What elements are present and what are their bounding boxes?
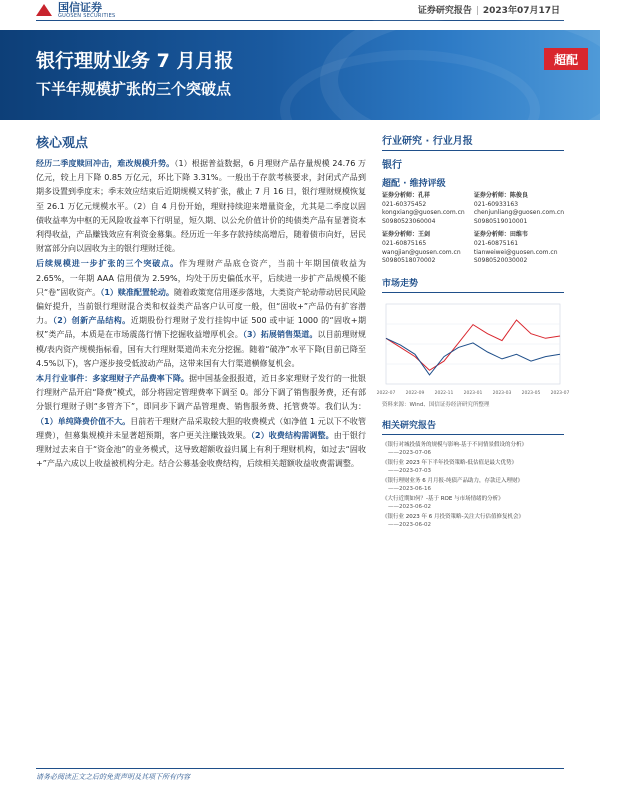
- report-title: 银行理财业务 7 月月报: [36, 50, 234, 72]
- x-tick-label: 2023-07: [550, 390, 570, 396]
- sidebar-divider: [382, 434, 564, 435]
- analyst-card: 证券分析师：田维韦 021-60875161 tianweiwei@guosen.com.cn S0980520030002: [474, 231, 564, 265]
- market-trend-chart: [376, 298, 570, 398]
- analyst-email[interactable]: chenjunliang@guosen.com.cn: [473, 209, 564, 217]
- paragraph-2: 后续规模进一步扩张的三个突破点。作为理财产品底仓资产，当前十年期国债收益为 2.65%，一年期 AAA 信用债为 2.59%，均处于历史偏低水平，后续进一步扩产品规模不能只“卷”固收资产。（1）赎准配置轮动。随着政策宽信用逐步落地，大类资产轮动带动居民风险偏好提升，当前银行理财混合类和权益类产品客户认可度一般，但“固收+”产品仍有扩容潜力。（2）创新产品结构。近期股份行理财子发行挂钩中证 500 或中证 1000 的“固收+期权”类产品，本质是在市场震荡行情下挖掘收益增厚机会。（3）拓展销售渠道。以目前理财规模/表内资产规模指标看，国有大行理财渠道尚未充分挖掘。随着“破净”水平下降(目前已降至 4.5%以下)，客户逐步接受低波动产品，这带来国有大行渠道横修复机会。: [36, 259, 367, 368]
- x-tick-label: 2023-05: [521, 390, 541, 396]
- x-tick-label: 2022-11: [434, 390, 454, 396]
- section-title: 核心观点: [36, 136, 89, 151]
- analyst-list: [382, 192, 564, 266]
- analyst-card: 证券分析师：陈俊良 021-60933163 chenjunliang@guosen.com.cn S0980519010001: [473, 192, 564, 225]
- logo-icon: [36, 2, 52, 18]
- rating-badge: 超配: [544, 48, 588, 70]
- sector-rating: 超配 · 维持评级: [382, 179, 446, 189]
- x-tick-label: 2023-01: [463, 390, 483, 396]
- page-footer: [36, 768, 564, 782]
- report-date: 2023年07月17日: [482, 6, 560, 16]
- sidebar-divider: [382, 150, 564, 151]
- analyst-email[interactable]: wangjian@guosen.com.cn: [382, 248, 461, 256]
- analyst-email[interactable]: kongxiang@guosen.com.cn: [382, 209, 465, 217]
- logo-name-en: GUOSEN SECURITIES: [58, 12, 116, 19]
- related-report-item[interactable]: 《银行对城投债务的规模与影响-基于不同情景假设的分析》 ——2023-07-06: [382, 441, 527, 456]
- analyst-email[interactable]: tianweiwei@guosen.com.cn: [473, 248, 558, 256]
- paragraph-1: 经历二季度赎回冲击，难改规模升势。（1）根据普益数据，6 月理财产品存量规模 24.76 万亿元，较上月下降 0.85 万亿元，环比下降 3.31%。一般出于存款考核要求，封闭式产品到期多设置到季度末；季末效应结束后近期规模又转扩张，截止 7 月 16 日，银行理财规模恢复至 26.1 万亿元规模水平。（2）自 4 月份开始，理财持续迎来增量资金，尤其是二季度以固债收益率为中枢的无风险收益率下行明显，短久期、以公允价值计价的纯债类产品有显著资本利得收益，产品赚钱效应有利资金募集。经历近一年多存款持续高增后，随着债市向好，居民财富部分向以固收为主的银行理财迁徙。: [36, 159, 367, 254]
- related-report-item[interactable]: 《银行理财业务 6 月月报-纯债产品助力，存款迁入理财》 ——2023-06-16: [382, 477, 523, 492]
- core-view-section: [36, 132, 366, 472]
- related-report-list: [382, 441, 564, 529]
- market-trend-title: 市场走势: [382, 278, 419, 289]
- sector-name: 银行: [382, 160, 402, 171]
- x-tick-label: 2022-07: [376, 390, 396, 396]
- chart-svg: [376, 298, 570, 398]
- disclaimer-note: 请务必阅读正文之后的免责声明及其项下所有内容: [36, 773, 190, 781]
- report-type: 证券研究报告: [417, 6, 472, 16]
- report-subtitle: 下半年规模扩张的三个突破点: [36, 80, 232, 98]
- analyst-card: 证券分析师：王剑 021-60875165 wangjian@guosen.com.cn S0980518070002: [382, 231, 468, 265]
- sidebar: [376, 132, 570, 531]
- related-report-item[interactable]: 《大行近期如何？-基于 ROE 与市场情绪的分析》 ——2023-06-02: [382, 495, 504, 510]
- report-meta: 证券研究报告 | 2023年07月17日: [417, 6, 560, 16]
- x-tick-label: 2022-09: [405, 390, 425, 396]
- chart-source: 资料来源：Wind、国信证券经济研究所整理: [382, 401, 490, 408]
- related-reports-title: 相关研究报告: [382, 420, 437, 431]
- related-report-item[interactable]: 《银行业 2023 年 6 月投资策略-关注大行估值修复机会》 ——2023-06-02: [382, 513, 524, 528]
- paragraph-3: 本月行业事件：多家理财子产品费率下降。据中国基金报报道，近日多家理财子发行的一批银行理财产品开启“降费”模式，部分将固定管理费率下调至 0。部分下调了销售服务费，还有部分银行理财子则“多管齐下”，即同步下调产品管理费、销售服务费、托管费等。我们认为：（1）单纯降费价值不大。目前若干理财产品采取较大胆的收费模式（如净值 1 元以下不收管理费），但募集规模并未显著超预期，客户更关注赚钱效果。（2）收费结构需调整。由于银行理财过去来自于“资金池”的业务模式，这导致超额收益归属上有利于理财机构，如过去“固收+”产品六成以上收益被机构分走。结合公募基金收费结构，后续相关超额收益收费需调整。: [36, 374, 367, 469]
- logo-name-cn: 国信证券: [58, 0, 102, 14]
- x-tick-label: 2023-03: [492, 390, 512, 396]
- series-line-0: [386, 320, 560, 370]
- report-category: 行业研究 · 行业月报: [382, 136, 473, 147]
- related-report-item[interactable]: 《银行业 2023 年下半年投资策略-低估值是最大优势》 ——2023-07-03: [382, 459, 517, 474]
- sidebar-divider: [382, 292, 564, 293]
- company-logo: [36, 0, 116, 20]
- analyst-card: 证券分析师：孔祥 021-60375452 kongxiang@guosen.com.cn S0980523060004: [382, 192, 468, 226]
- title-banner: [0, 30, 600, 120]
